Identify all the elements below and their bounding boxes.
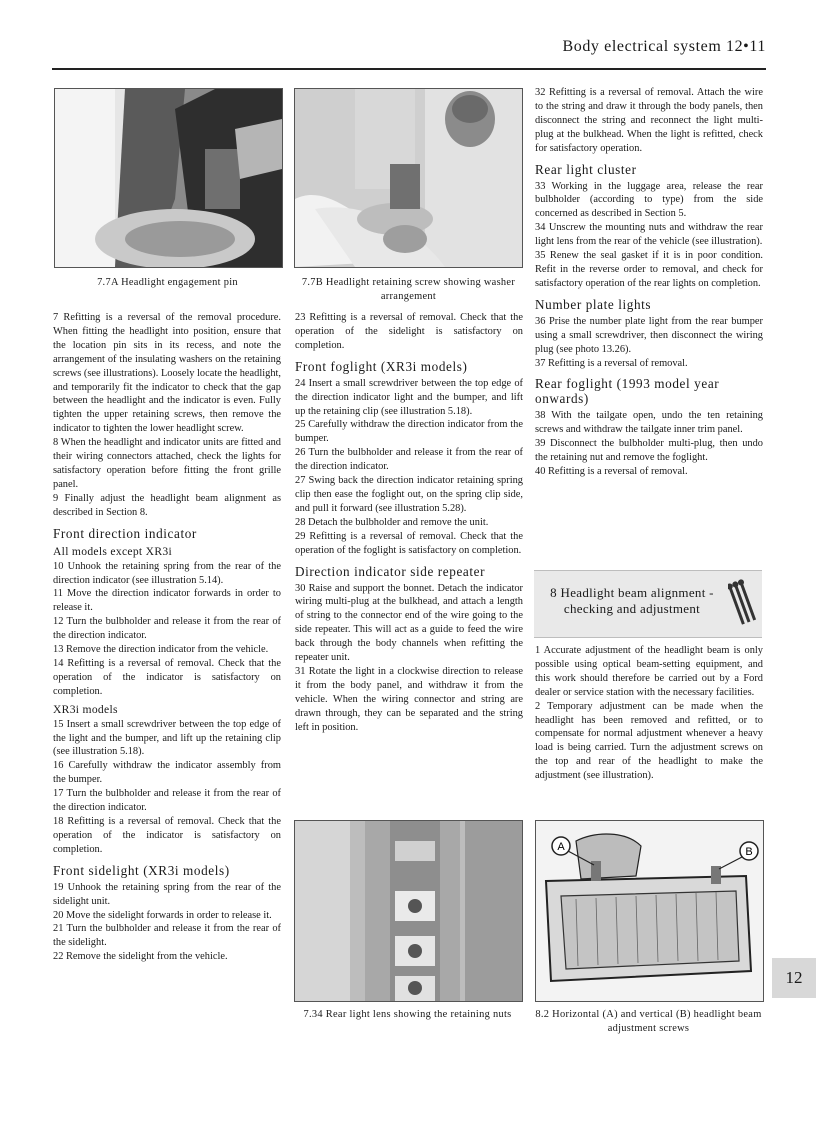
paragraph-23: 23 Refitting is a reversal of removal. Check that the operation of the sidelight is satisfactory on completion. xyxy=(295,312,523,351)
retaining-screw-photo xyxy=(295,89,522,267)
rear-light-lens-photo xyxy=(295,821,522,1001)
subheading-all-models: All models except XR3i xyxy=(53,544,172,558)
chapter-tab: 12 xyxy=(772,958,816,998)
paragraph-22: 22 Remove the sidelight from the vehicle. xyxy=(53,951,228,963)
paragraph-35: 35 Renew the seal gasket if it is in poor condition. Refit in the reverse order to removal, and check for satisfactory operation of the rear lights on completion. xyxy=(535,250,763,289)
photo-7-34 xyxy=(294,820,523,1002)
paragraph-8-2: 2 Temporary adjustment can be made when the headlight has been removed and refitted, or to compensate for normal adjustment whenever a heavy load is being carried. Turn the adjustment screws on the top and rear of the headlight to make the adjustment (see illustration). xyxy=(535,700,763,782)
subheading-xr3i: XR3i models xyxy=(53,702,118,716)
section-8-heading-box xyxy=(534,570,762,638)
paragraph-28: 28 Detach the bulbholder and remove the unit. xyxy=(295,516,489,528)
paragraph-16: 16 Carefully withdraw the indicator assembly from the bumper. xyxy=(53,760,281,786)
paragraph-33: 33 Working in the luggage area, release the rear bulbholder (according to type) from the side concerned as described in Section 5. xyxy=(535,180,763,220)
paragraph-39: 39 Disconnect the bulbholder multi-plug, then undo the retaining nut and remove the foglight. xyxy=(535,438,763,464)
paragraph-40: 40 Refitting is a reversal of removal. xyxy=(535,466,688,478)
figure-8-2 xyxy=(535,820,764,1002)
photo-7-7b xyxy=(294,88,523,268)
column-middle xyxy=(295,311,523,734)
paragraph-7: 7 Refitting is a reversal of the removal procedure. When fitting the headlight into position, ensure that the location pin sits in its recess, and note the arrangement of the insulating washers on the retaining screws (see illustrations). Loosely locate the headlight, and temporarily fit the indicator to check that the gap between the headlight and the indicator is even. Fully tighten the upper retaining screws, then remove the indicator to tighten the lower headlight screw. xyxy=(53,312,281,435)
headlight-pin-photo xyxy=(55,89,282,267)
paragraph-31: 31 Rotate the light in a clockwise direction to release it from the body panel, and withdraw it from the vehicle. When the wiring connector and string are drawn through, they can be separated and the string left in position. xyxy=(295,665,523,733)
paragraph-14: 14 Refitting is a reversal of removal. Check that the operation of the indicator is satisfactory on completion. xyxy=(53,657,281,697)
spanner-difficulty-icon xyxy=(728,579,758,629)
paragraph-18: 18 Refitting is a reversal of removal. Check that the operation of the indicator is satisfactory on completion. xyxy=(53,816,281,855)
caption-8-2: 8.2 Horizontal (A) and vertical (B) headlight beam adjustment screws xyxy=(535,1009,762,1034)
paragraph-29: 29 Refitting is a reversal of removal. Check that the operation of the foglight is satisfactory on completion. xyxy=(295,530,523,556)
heading-number-plate-lights: Number plate lights xyxy=(535,296,652,312)
paragraph-13: 13 Remove the direction indicator from the vehicle. xyxy=(53,644,269,656)
paragraph-9: 9 Finally adjust the headlight beam alignment as described in Section 8. xyxy=(53,492,281,518)
heading-front-foglight: Front foglight (XR3i models) xyxy=(295,358,468,374)
heading-rear-light-cluster: Rear light cluster xyxy=(535,161,637,177)
heading-front-direction-indicator: Front direction indicator xyxy=(53,525,197,541)
paragraph-8: 8 When the headlight and indicator units are fitted and their wiring connectors attached, check the lights for satisfactory operation before fitting the front grille panel. xyxy=(53,437,281,490)
paragraph-17: 17 Turn the bulbholder and release it from the rear of the direction indicator. xyxy=(53,788,281,814)
paragraph-12: 12 Turn the bulbholder and release it from the rear of the direction indicator. xyxy=(53,616,281,642)
paragraph-8-1: 1 Accurate adjustment of the headlight beam is only possible using optical beam-setting equipment, and this work should therefore be carried out by a Ford dealer or service station with the necessary facilities. xyxy=(535,645,763,698)
paragraph-32: 32 Refitting is a reversal of removal. Attach the wire to the string and draw it through the body panels, then disconnect the string and reconnect the light multi-plug at the bulkhead. When the light is refitted, check for satisfactory operation. xyxy=(535,87,763,154)
column-right xyxy=(535,86,763,479)
paragraph-15: 15 Insert a small screwdriver between the top edge of the light and the bumper, and lift up the retaining clip (see illustration 5.18). xyxy=(53,718,281,758)
photo-7-7a xyxy=(54,88,283,268)
paragraph-34: 34 Unscrew the mounting nuts and withdraw the rear light lens from the rear of the vehicle (see illustration). xyxy=(535,222,763,248)
paragraph-38: 38 With the tailgate open, undo the ten retaining screws and withdraw the tailgate inner trim panel. xyxy=(535,410,763,436)
paragraph-20: 20 Move the sidelight forwards in order to release it. xyxy=(53,909,272,921)
label-a: A xyxy=(557,841,565,853)
paragraph-21: 21 Turn the bulbholder and release it from the rear of the sidelight. xyxy=(53,923,281,949)
headlight-adjustment-drawing xyxy=(536,821,763,1001)
page-header xyxy=(52,36,766,62)
heading-side-repeater: Direction indicator side repeater xyxy=(295,563,486,579)
heading-front-sidelight: Front sidelight (XR3i models) xyxy=(53,862,230,878)
paragraph-30: 30 Raise and support the bonnet. Detach the indicator wiring multi-plug at the bulkhead, and attach a length of string to the connector end of the wire going to the side repeater. This will act as a guide to feed the wire back through the body channels when refitting the repeater unit. xyxy=(295,582,523,664)
paragraph-24: 24 Insert a small screwdriver between the top edge of the direction indicator light and the bumper, and lift up the retaining clip (see illustration 5.18). xyxy=(295,377,523,417)
column-right-lower xyxy=(535,644,763,783)
caption-7-34: 7.34 Rear light lens showing the retaining nuts xyxy=(303,1009,512,1020)
paragraph-11: 11 Move the direction indicator forwards in order to release it. xyxy=(53,588,281,614)
label-b: B xyxy=(745,846,753,858)
heading-rear-foglight: Rear foglight (1993 model year onwards) xyxy=(535,376,720,407)
column-left xyxy=(53,311,281,964)
paragraph-10: 10 Unhook the retaining spring from the rear of the direction indicator (see illustration 5.14). xyxy=(53,560,281,586)
paragraph-26: 26 Turn the bulbholder and release it from the rear of the direction indicator. xyxy=(295,447,523,473)
paragraph-19: 19 Unhook the retaining spring from the rear of the sidelight unit. xyxy=(53,881,281,907)
paragraph-27: 27 Swing back the direction indicator retaining spring clip then ease the foglight out, on the spring clip side, and pull it forward (see illustration 5.28). xyxy=(295,475,523,514)
header-rule xyxy=(52,68,766,70)
caption-7-7a: 7.7A Headlight engagement pin xyxy=(97,277,238,288)
running-title: Body electrical system 12•11 xyxy=(562,38,766,55)
paragraph-36: 36 Prise the number plate light from the rear bumper using a small screwdriver, then disconnect the wiring plug (see photo 13.26). xyxy=(535,315,763,355)
caption-7-7b: 7.7B Headlight retaining screw showing washer arrangement xyxy=(301,277,516,302)
section-8-title: 8 Headlight beam alignment - checking and adjustment xyxy=(550,585,714,616)
paragraph-25: 25 Carefully withdraw the direction indicator from the bumper. xyxy=(295,419,523,445)
paragraph-37: 37 Refitting is a reversal of removal. xyxy=(535,357,688,369)
